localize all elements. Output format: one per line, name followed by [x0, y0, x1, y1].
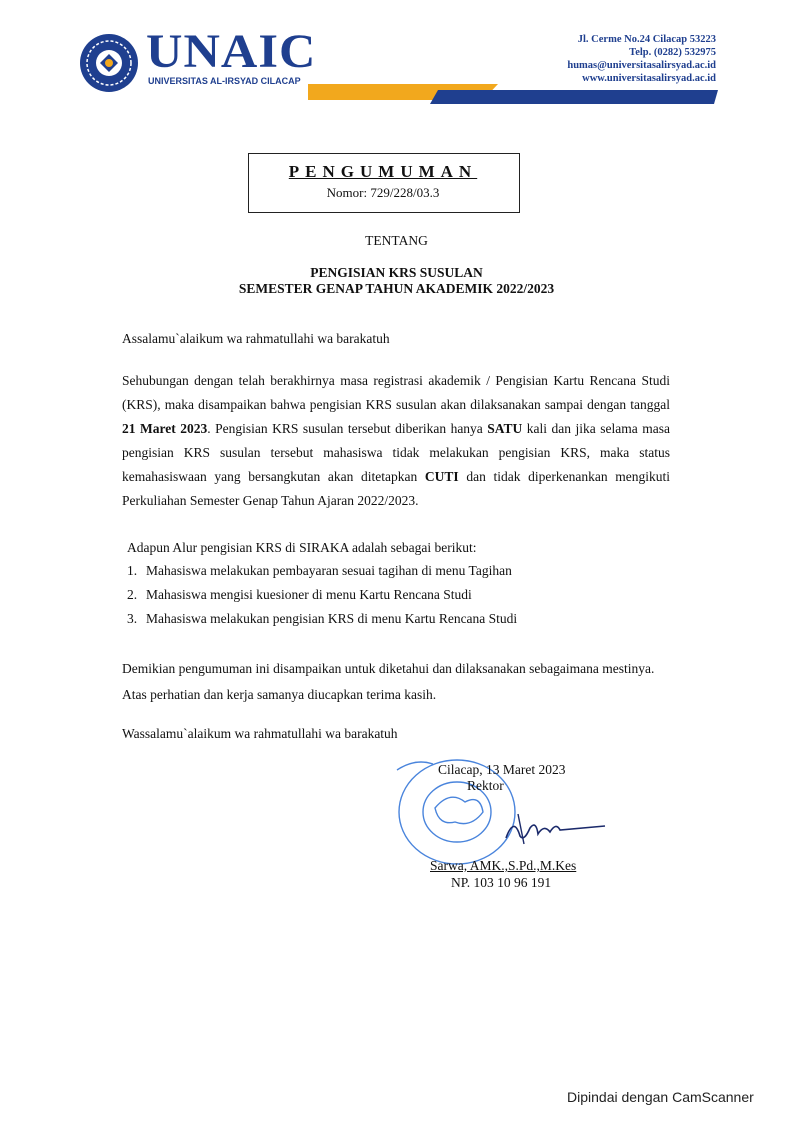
body-text-4: dan tidak diperkenankan mengikuti Perkuliahan Semester Genap Tahun Ajaran 2022/2023. — [122, 469, 670, 508]
flow-step-text: Mahasiswa melakukan pembayaran sesuai tagihan di menu Tagihan — [146, 563, 512, 578]
flow-step-number: 1. — [127, 563, 138, 578]
closing-line-2: Atas perhatian dan kerja samanya diucapkan terima kasih. — [122, 687, 437, 702]
header-band — [78, 84, 718, 104]
brand-subtitle: UNIVERSITAS AL-IRSYAD CILACAP — [148, 76, 301, 86]
handwritten-signature — [500, 808, 610, 848]
closing-line-1: Demikian pengumuman ini disampaikan untuk diketahui dan dilaksanakan sebagaimana mestinya. — [122, 661, 655, 676]
opening-greeting: Assalamu`alaikum wa rahmatullahi wa barakatuh — [122, 331, 390, 346]
body-text-1: Sehubungan dengan telah berakhirnya masa registrasi akademik / Pengisian Kartu Rencana Studi (KRS), maka disampaikan bahwa pengisian KRS susulan akan dilaksanakan sampai dengan tanggal — [122, 373, 670, 412]
deadline-date: 21 Maret 2023 — [122, 421, 208, 436]
subject-line-1: PENGISIAN KRS SUSULAN — [310, 265, 483, 280]
announcement-subject — [0, 265, 793, 297]
contact-phone: Telp. (0282) 532975 — [629, 47, 716, 58]
brand-name: UNAIC — [146, 25, 317, 78]
once-emphasis: SATU — [487, 421, 523, 436]
contact-email: humas@universitasalirsyad.ac.id — [567, 60, 716, 71]
flow-step — [127, 611, 517, 627]
contact-address: Jl. Cerme No.24 Cilacap 53223 — [577, 34, 716, 45]
status-emphasis: CUTI — [424, 469, 459, 484]
closing-paragraph — [122, 656, 682, 708]
closing-greeting: Wassalamu`alaikum wa rahmatullahi wa barakatuh — [122, 726, 398, 741]
body-text-2: . Pengisian KRS susulan tersebut diberikan hanya — [207, 421, 488, 436]
flow-step-number: 3. — [127, 611, 138, 626]
flow-intro: Adapun Alur pengisian KRS di SIRAKA adalah sebagai berikut: — [127, 540, 477, 555]
body-text-3: kali dan jika selama masa pengisian KRS susulan tersebut mahasiswa tidak melakukan pengisian KRS, maka status kemahasiswaan yang bersangkutan akan ditetapkan — [122, 421, 670, 484]
signer-name: Sarwa, AMK.,S.Pd.,M.Kes — [430, 858, 577, 873]
announcement-title: PENGUMUMAN — [288, 162, 478, 181]
contact-website: www.universitasalirsyad.ac.id — [582, 73, 716, 84]
announcement-number: Nomor: 729/228/03.3 — [326, 185, 440, 200]
body-paragraph — [122, 369, 670, 513]
scanner-watermark: Dipindai dengan CamScanner — [567, 1089, 754, 1105]
signer-employee-number: NP. 103 10 96 191 — [451, 875, 552, 890]
flow-step-text: Mahasiswa mengisi kuesioner di menu Kartu Rencana Studi — [146, 587, 472, 602]
flow-step — [127, 563, 512, 579]
contact-block — [567, 33, 716, 85]
place-date: Cilacap, 13 Maret 2023 — [438, 762, 566, 777]
flow-step — [127, 587, 472, 603]
flow-step-text: Mahasiswa melakukan pengisian KRS di menu Kartu Rencana Studi — [146, 611, 518, 626]
flow-step-number: 2. — [127, 587, 138, 602]
signer-position: Rektor — [467, 778, 504, 793]
subject-line-2: SEMESTER GENAP TAHUN AKADEMIK 2022/2023 — [238, 281, 555, 296]
about-label: TENTANG — [365, 233, 428, 248]
